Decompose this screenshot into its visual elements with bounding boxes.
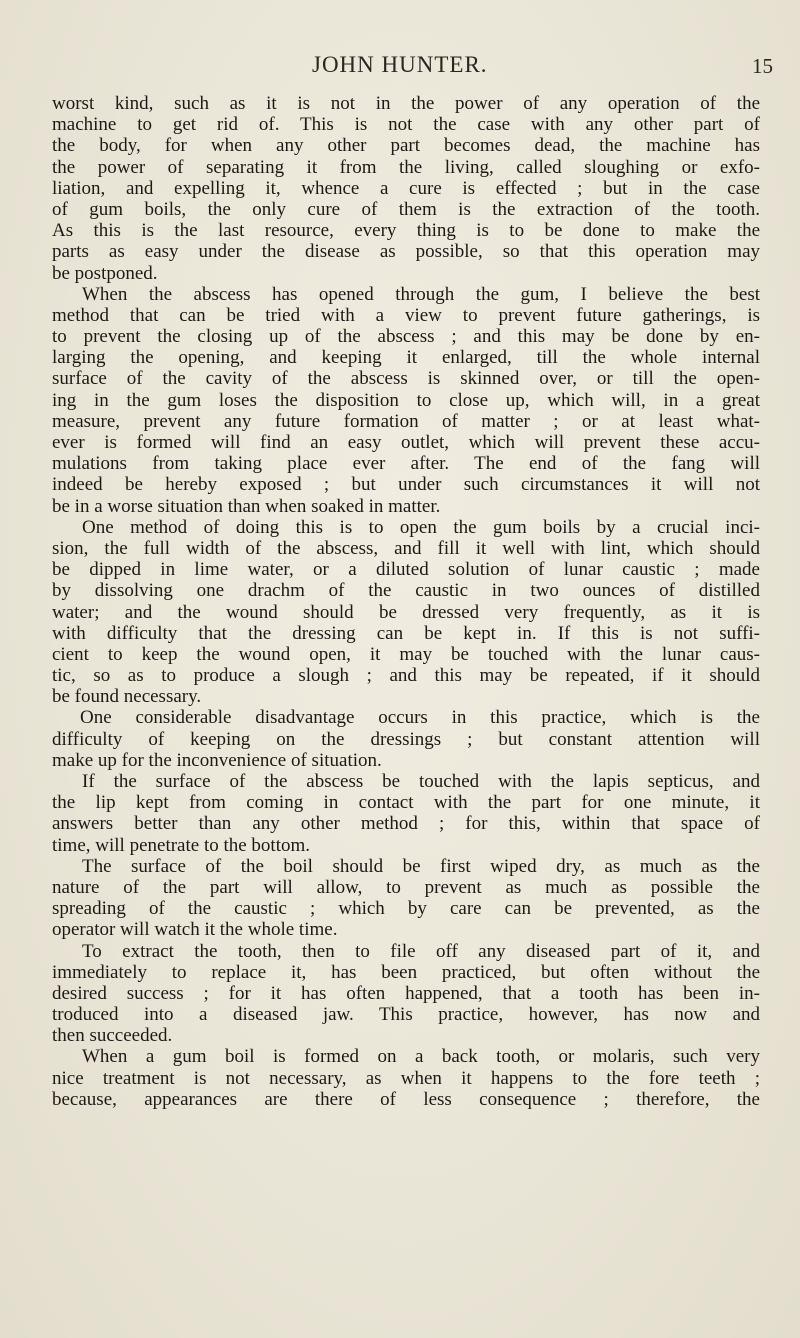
text-line: then succeeded. bbox=[52, 1025, 173, 1047]
text-line: be in a worse situation than when soaked in matter. bbox=[52, 495, 441, 517]
text-line: As this is the last resource, every thing is to be done to make the bbox=[52, 220, 760, 242]
text-line: liation, and expelling it, whence a cure is effected ; but in the case bbox=[52, 177, 760, 199]
text-line: sion, the full width of the abscess, and fill it well with lint, which should bbox=[52, 537, 760, 559]
text-line: ing in the gum loses the disposition to close up, which will, in a great bbox=[52, 389, 760, 411]
text-line: ever is formed will find an easy outlet, which will prevent these accu- bbox=[52, 432, 760, 453]
body-text bbox=[52, 93, 760, 1110]
text-line: time, will penetrate to the bottom. bbox=[52, 834, 311, 856]
text-line: because, appearances are there of less consequence ; therefore, the bbox=[52, 1088, 760, 1110]
text-line: with difficulty that the dressing can be kept in. If this is not suffi- bbox=[52, 622, 760, 644]
text-line: measure, prevent any future formation of matter ; or at least what- bbox=[52, 410, 760, 432]
text-line: the power of separating it from the living, called sloughing or exfo- bbox=[52, 156, 760, 178]
text-line: of gum boils, the only cure of them is the extraction of the tooth. bbox=[52, 198, 760, 220]
text-line: One considerable disadvantage occurs in this practice, which is the bbox=[80, 707, 760, 729]
text-line: If the surface of the abscess be touched with the lapis septicus, and bbox=[82, 771, 760, 792]
text-line: desired success ; for it has often happened, that a tooth has been in- bbox=[52, 982, 760, 1004]
text-line: to prevent the closing up of the abscess ; and this may be done by en- bbox=[52, 326, 760, 348]
text-line: When a gum boil is formed on a back tooth, or molaris, such very bbox=[82, 1046, 760, 1068]
text-line: difficulty of keeping on the dressings ; but constant attention will bbox=[52, 728, 760, 750]
text-line: When the abscess has opened through the gum, I believe the best bbox=[82, 283, 760, 305]
page-header bbox=[0, 52, 800, 82]
text-line: the body, for when any other part becomes dead, the machine has bbox=[52, 135, 760, 157]
text-line: One method of doing this is to open the gum boils by a crucial inci- bbox=[82, 516, 760, 538]
text-line: indeed be hereby exposed ; but under such circumstances it will not bbox=[52, 474, 760, 496]
text-line: be found necessary. bbox=[52, 686, 202, 708]
text-line: be dipped in lime water, or a diluted solution of lunar caustic ; made bbox=[52, 559, 760, 581]
text-line: be postponed. bbox=[52, 262, 158, 284]
text-line: To extract the tooth, then to file off any diseased part of it, and bbox=[82, 940, 760, 962]
text-line: spreading of the caustic ; which by care can be prevented, as the bbox=[52, 898, 760, 920]
text-line: parts as easy under the disease as possible, so that this operation may bbox=[52, 241, 760, 263]
text-line: operator will watch it the whole time. bbox=[52, 919, 338, 941]
text-line: cient to keep the wound open, it may be touched with the lunar caus- bbox=[52, 643, 760, 665]
text-line: immediately to replace it, has been practiced, but often without the bbox=[52, 961, 760, 983]
page-number: 15 bbox=[752, 54, 773, 78]
text-line: the lip kept from coming in contact with the part for one minute, it bbox=[52, 792, 760, 814]
text-line: by dissolving one drachm of the caustic in two ounces of distilled bbox=[52, 580, 760, 602]
running-head: JOHN HUNTER. bbox=[312, 52, 488, 77]
text-line: water; and the wound should be dressed very frequently, as it is bbox=[52, 601, 760, 623]
text-line: method that can be tried with a view to prevent future gatherings, is bbox=[52, 304, 760, 326]
text-line: troduced into a diseased jaw. This practice, however, has now and bbox=[52, 1004, 760, 1026]
text-line: The surface of the boil should be first wiped dry, as much as the bbox=[82, 855, 760, 877]
text-line: make up for the inconvenience of situation. bbox=[52, 749, 382, 771]
text-line: tic, so as to produce a slough ; and this may be repeated, if it should bbox=[52, 665, 760, 687]
text-line: answers better than any other method ; for this, within that space of bbox=[52, 813, 760, 835]
text-line: nice treatment is not necessary, as when it happens to the fore teeth ; bbox=[52, 1067, 760, 1089]
text-line: mulations from taking place ever after. The end of the fang will bbox=[52, 453, 760, 475]
text-line: larging the opening, and keeping it enlarged, till the whole internal bbox=[52, 347, 760, 369]
text-line: worst kind, such as it is not in the power of any operation of the bbox=[52, 93, 760, 114]
text-line: surface of the cavity of the abscess is skinned over, or till the open- bbox=[52, 368, 760, 390]
text-line: machine to get rid of. This is not the case with any other part of bbox=[52, 114, 760, 136]
text-line: nature of the part will allow, to prevent as much as possible the bbox=[52, 876, 760, 898]
